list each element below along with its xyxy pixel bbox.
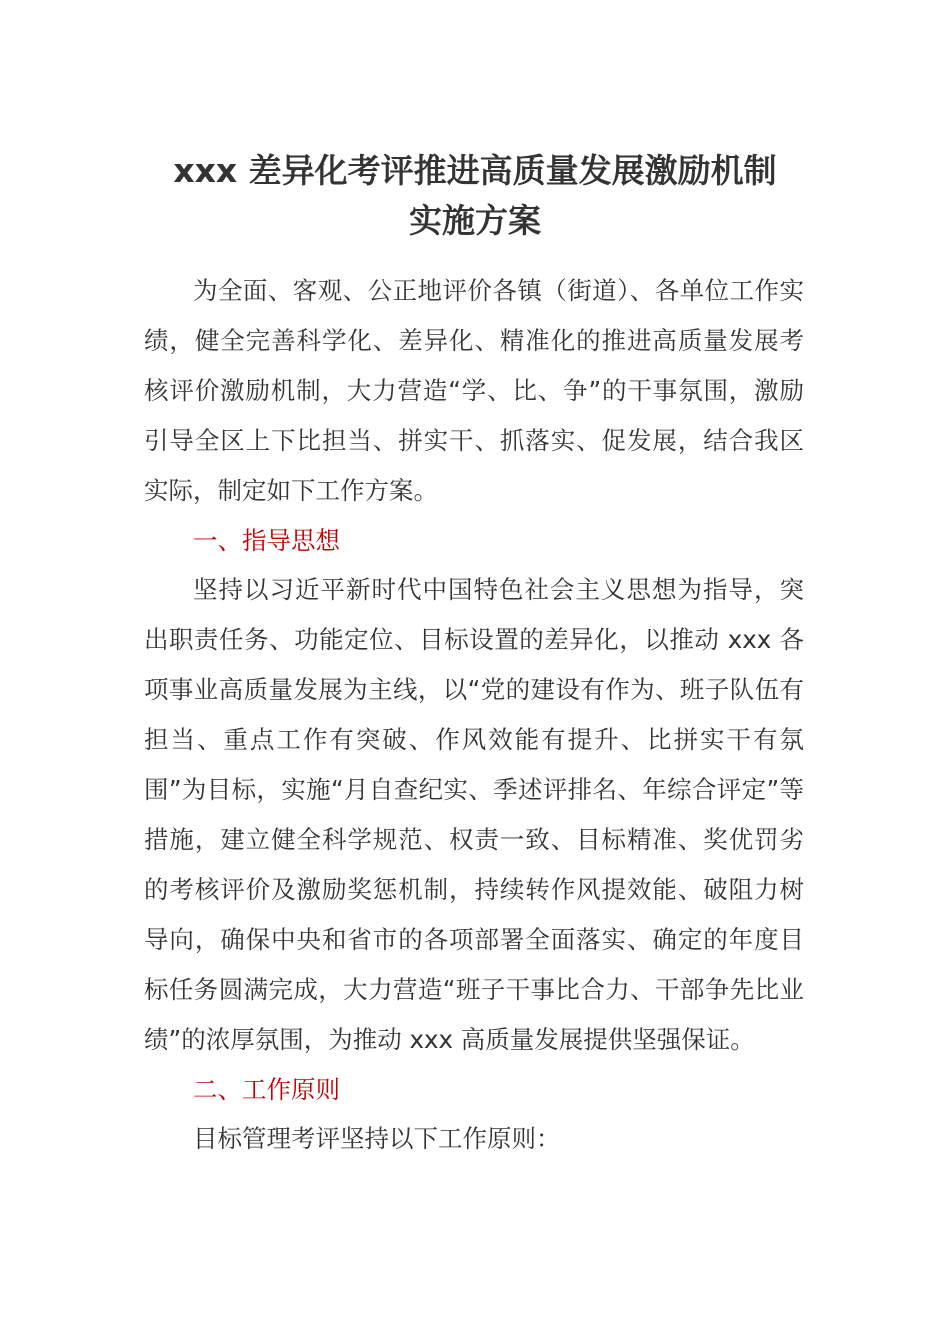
- document-body: [144, 266, 804, 1164]
- guiding-ideology-paragraph: 坚持以习近平新时代中国特色社会主义思想为指导，突出职责任务、功能定位、目标设置的差异化，以推动 xxx 各项事业高质量发展为主线，以“党的建设有作为、班子队伍有担当、重点工作有突破、作风效能有提升、比拼实干有氛围”为目标，实施“月自查纪实、季述评排名、年综合评定”等措施，建立健全科学规范、权责一致、目标精准、奖优罚劣的考核评价及激励奖惩机制，持续转作风提效能、破阻力树导向，确保中央和省市的各项部署全面落实、确定的年度目标任务圆满完成，大力营造“班子干事比合力、干部争先比业绩”的浓厚氛围，为推动 xxx 高质量发展提供坚强保证。: [144, 575, 804, 1054]
- intro-paragraph: 为全面、客观、公正地评价各镇（街道）、各单位工作实绩，健全完善科学化、差异化、精准化的推进高质量发展考核评价激励机制，大力营造“学、比、争”的干事氛围，激励引导全区上下比担当、拼实干、抓落实、促发展，结合我区实际，制定如下工作方案。: [144, 276, 804, 505]
- work-principles-paragraph: 目标管理考评坚持以下工作原则：: [193, 1124, 561, 1154]
- document-title-line1: xxx 差异化考评推进高质量发展激励机制: [173, 151, 777, 190]
- section-heading-work-principles: 二、工作原则: [193, 1074, 340, 1104]
- section-heading-guiding-ideology: 一、指导思想: [193, 525, 340, 555]
- document-title-line2: 实施方案: [409, 201, 541, 240]
